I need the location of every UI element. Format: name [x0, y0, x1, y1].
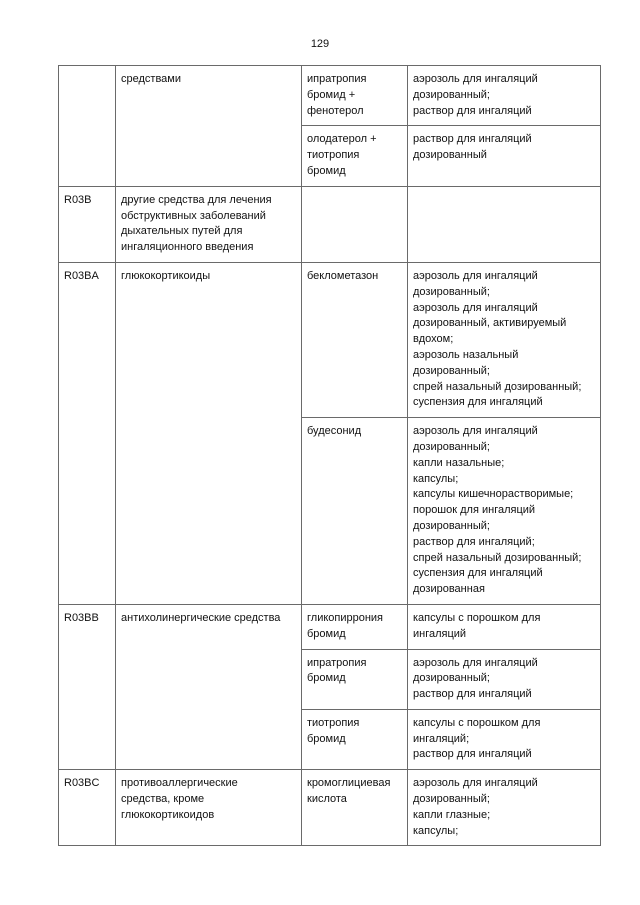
table-body — [59, 66, 601, 846]
atc-code-cell — [59, 66, 116, 187]
drug-name-cell: гликопиррония бромид — [302, 604, 408, 649]
dosage-forms-cell — [408, 126, 601, 186]
pharmacological-group-cell: средствами — [116, 66, 302, 187]
drug-name-cell: беклометазон — [302, 262, 408, 417]
drug-name-cell: ипратропия бромид — [302, 649, 408, 709]
table-row — [59, 770, 601, 846]
dosage-form-line: ингаляций — [413, 627, 467, 640]
dosage-form-line: дозированный; — [413, 519, 490, 532]
drug-name-cell — [302, 186, 408, 262]
dosage-form-line: порошок для ингаляций — [413, 504, 536, 517]
dosage-form-line: раствор для ингаляций — [413, 104, 532, 117]
dosage-forms-cell — [408, 186, 601, 262]
dosage-form-line: суспензия для ингаляций — [413, 567, 543, 580]
atc-code-cell: R03BC — [59, 770, 116, 846]
drug-name-cell: олодатерол + тиотропия бромид — [302, 126, 408, 186]
dosage-forms-cell — [408, 262, 601, 417]
dosage-forms-cell — [408, 604, 601, 649]
pharmacological-group-cell: глюкокортикоиды — [116, 262, 302, 604]
table-row — [59, 66, 601, 126]
table-row — [59, 604, 601, 649]
dosage-form-line: капсулы кишечнорастворимые; — [413, 488, 574, 501]
dosage-forms-cell — [408, 418, 601, 605]
dosage-form-line: дозированный — [413, 149, 487, 162]
dosage-form-line: дозированный, активируемый — [413, 317, 567, 330]
dosage-forms-cell — [408, 649, 601, 709]
dosage-form-line: аэрозоль для ингаляций — [413, 269, 538, 282]
dosage-form-line: аэрозоль для ингаляций — [413, 425, 538, 438]
dosage-form-line: капли глазные; — [413, 808, 491, 821]
dosage-forms-cell — [408, 770, 601, 846]
table-row — [59, 186, 601, 262]
dosage-form-line: дозированный; — [413, 285, 490, 298]
dosage-form-line: аэрозоль назальный — [413, 348, 519, 361]
dosage-form-line: дозированный; — [413, 88, 490, 101]
dosage-form-line: дозированный; — [413, 793, 490, 806]
dosage-form-line: спрей назальный дозированный; — [413, 380, 582, 393]
dosage-form-line: ингаляций; — [413, 732, 470, 745]
drug-classification-table — [58, 65, 601, 846]
atc-code-cell: R03BB — [59, 604, 116, 769]
dosage-form-line: вдохом; — [413, 333, 454, 346]
dosage-form-line: аэрозоль для ингаляций — [413, 656, 538, 669]
dosage-form-line: спрей назальный дозированный; — [413, 551, 582, 564]
dosage-form-line: капсулы; — [413, 472, 459, 485]
drug-name-cell: тиотропия бромид — [302, 709, 408, 769]
dosage-form-line: суспензия для ингаляций — [413, 396, 543, 409]
dosage-form-line: раствор для ингаляций — [413, 748, 532, 761]
pharmacological-group-cell: другие средства для лечения обструктивных заболеваний дыхательных путей для ингаляционного введения — [116, 186, 302, 262]
drug-name-cell: кромоглициевая кислота — [302, 770, 408, 846]
drug-name-cell: ипратропия бромид + фенотерол — [302, 66, 408, 126]
atc-code-cell: R03B — [59, 186, 116, 262]
dosage-form-line: дозированная — [413, 583, 485, 596]
dosage-form-line: раствор для ингаляций — [413, 688, 532, 701]
dosage-form-line: капсулы с порошком для — [413, 611, 541, 624]
table-row — [59, 262, 601, 417]
dosage-form-line: капсулы; — [413, 824, 459, 837]
drug-name-cell: будесонид — [302, 418, 408, 605]
dosage-form-line: аэрозоль для ингаляций — [413, 301, 538, 314]
dosage-form-line: аэрозоль для ингаляций — [413, 777, 538, 790]
atc-code-cell: R03BA — [59, 262, 116, 604]
dosage-form-line: аэрозоль для ингаляций — [413, 73, 538, 85]
dosage-form-line: дозированный; — [413, 440, 490, 453]
dosage-form-line: дозированный; — [413, 672, 490, 685]
dosage-form-line: раствор для ингаляций — [413, 133, 532, 146]
dosage-forms-cell — [408, 709, 601, 769]
page-number: 129 — [310, 38, 330, 50]
pharmacological-group-cell: противоаллергические средства, кроме глюкокортикоидов — [116, 770, 302, 846]
dosage-form-line: дозированный; — [413, 364, 490, 377]
dosage-form-line: капли назальные; — [413, 456, 505, 469]
dosage-form-line: раствор для ингаляций; — [413, 535, 535, 548]
pharmacological-group-cell: антихолинергические средства — [116, 604, 302, 769]
dosage-form-line: капсулы с порошком для — [413, 716, 541, 729]
dosage-forms-cell — [408, 66, 601, 126]
